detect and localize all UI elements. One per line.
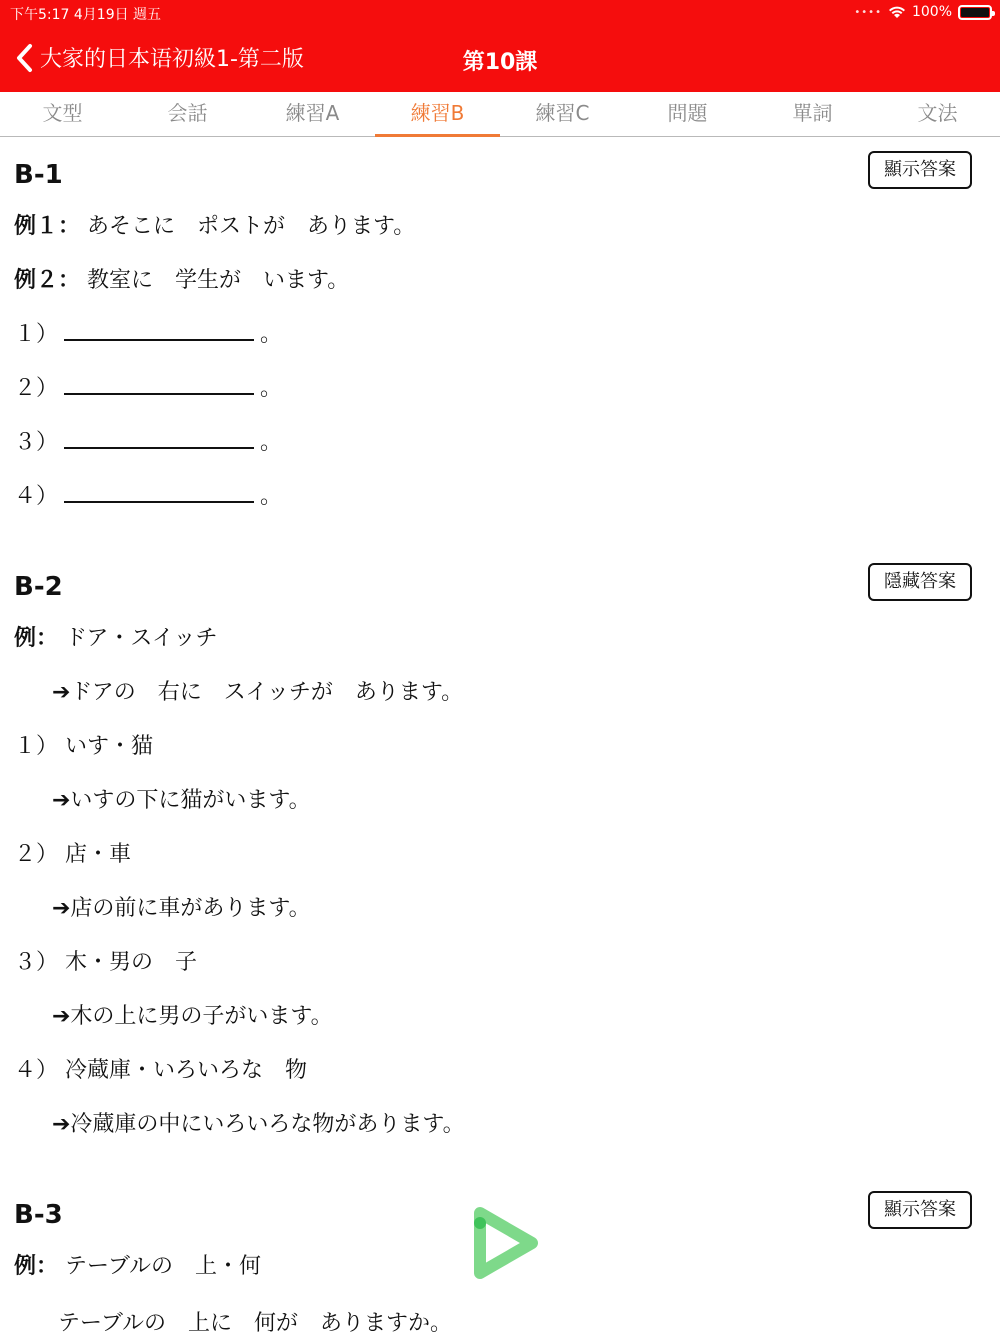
status-time: 下午5:17 4月19日 週五: [10, 7, 162, 23]
tab-kaiwa[interactable]: 会話: [167, 101, 208, 125]
tab-bunkei[interactable]: 文型: [42, 101, 83, 125]
answer-blank: [64, 381, 254, 395]
back-label: 大家的日本语初級1-第二版: [40, 47, 304, 72]
example-label: 例１：: [14, 214, 81, 239]
question-line: [14, 729, 153, 760]
tab-bar: [0, 92, 1000, 137]
item-number: ３）: [14, 430, 59, 455]
example-text: ドア・スイッチ: [65, 626, 218, 651]
play-dot-icon: [474, 1217, 486, 1229]
example-label: 例２：: [14, 268, 81, 293]
example-line: [14, 263, 349, 294]
blank-item: [14, 425, 282, 456]
item-number: １）: [14, 734, 59, 759]
item-number: ２）: [14, 842, 59, 867]
period: 。: [260, 322, 283, 347]
blank-item: [14, 479, 282, 510]
example-label: 例：: [14, 1254, 59, 1279]
question-line: [14, 945, 197, 976]
question-text: 冷蔵庫・いろいろな 物: [65, 1058, 308, 1083]
answer-line: ➔いすの下に猫がいます。: [52, 788, 311, 813]
example-answer: テーブルの 上に 何が ありますか。: [58, 1311, 453, 1334]
tab-renshu-c[interactable]: 練習C: [535, 101, 590, 125]
question-text: いす・猫: [65, 734, 154, 759]
answer-blank: [64, 327, 254, 341]
item-number: ２）: [14, 376, 59, 401]
tab-renshu-a[interactable]: 練習A: [285, 101, 340, 125]
battery-icon: [958, 5, 992, 20]
blank-item: [14, 371, 282, 402]
question-text: 店・車: [65, 842, 132, 867]
example-line: [14, 1249, 261, 1280]
question-line: [14, 1053, 307, 1084]
show-answer-button[interactable]: 顯示答案: [868, 151, 972, 189]
wifi-icon: [888, 5, 906, 19]
battery-percent: 100%: [911, 4, 952, 20]
tab-bunpo[interactable]: 文法: [917, 101, 958, 125]
app-header: [0, 0, 1000, 92]
example-text: あそこに ポストが あります。: [87, 214, 416, 239]
item-number: ４）: [14, 484, 59, 509]
item-number: ４）: [14, 1058, 59, 1083]
period: 。: [260, 430, 283, 455]
example-answer: ➔ドアの 右に スイッチが あります。: [52, 680, 464, 705]
signal-dots-icon: ••••: [854, 6, 882, 18]
period: 。: [260, 484, 283, 509]
page-title: 第10課: [462, 50, 538, 75]
hide-answer-button[interactable]: 隱藏答案: [868, 563, 972, 601]
example-line: [14, 621, 217, 652]
section-title: B-1: [14, 160, 63, 190]
section-title: B-3: [14, 1200, 63, 1230]
status-right: [854, 4, 992, 20]
question-line: [14, 837, 131, 868]
example-label: 例：: [14, 626, 59, 651]
back-button[interactable]: [14, 42, 304, 73]
period: 。: [260, 376, 283, 401]
example-text: 教室に 学生が います。: [87, 268, 350, 293]
question-text: 木・男の 子: [65, 950, 198, 975]
item-number: １）: [14, 322, 59, 347]
answer-line: ➔店の前に車があります。: [52, 896, 311, 921]
example-text: テーブルの 上・何: [65, 1254, 262, 1279]
tab-renshu-b[interactable]: 練習B: [375, 92, 500, 136]
item-number: ３）: [14, 950, 59, 975]
answer-line: ➔冷蔵庫の中にいろいろな物があります。: [52, 1112, 465, 1137]
tab-tango[interactable]: 單詞: [792, 101, 833, 125]
status-bar: [0, 0, 1000, 26]
blank-item: [14, 317, 282, 348]
answer-blank: [64, 435, 254, 449]
example-line: [14, 209, 415, 240]
show-answer-button[interactable]: 顯示答案: [868, 1191, 972, 1229]
chevron-left-icon: [14, 43, 36, 73]
nav-bar: [0, 28, 1000, 92]
answer-line: ➔木の上に男の子がいます。: [52, 1004, 333, 1029]
play-audio-button[interactable]: [470, 1203, 542, 1283]
tab-mondai[interactable]: 問題: [667, 101, 708, 125]
section-title: B-2: [14, 572, 63, 602]
answer-blank: [64, 489, 254, 503]
